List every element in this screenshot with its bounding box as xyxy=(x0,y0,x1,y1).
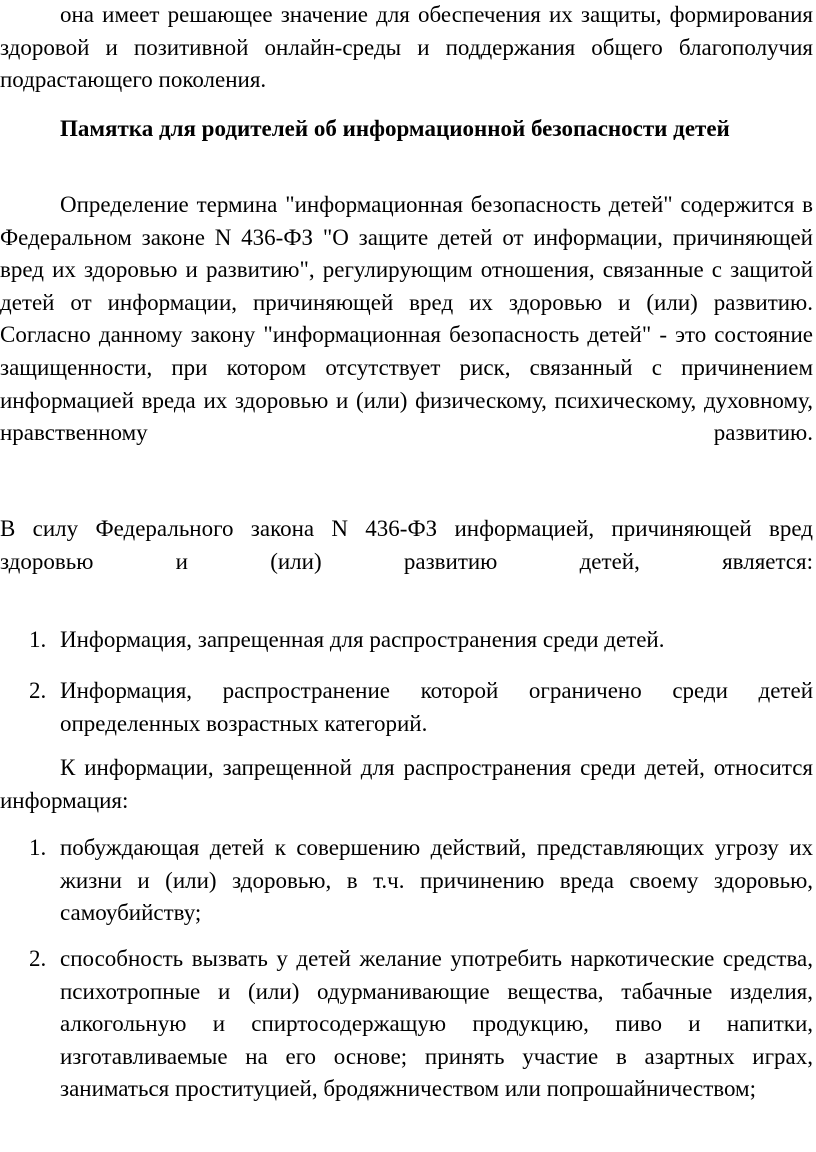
intro-continuation-paragraph: она имеет решающее значение для обеспечения их защиты, формирования здоровой и позитивной онлайн-среды и поддержания общего благополучия подрастающего поколения. xyxy=(0,2,813,93)
list-item-text: Информация, запрещенная для распространения среди детей. xyxy=(60,627,665,652)
memo-heading: Памятка для родителей об информационной безопасности детей xyxy=(60,116,730,141)
harm-paragraph: В силу Федерального закона N 436-ФЗ информацией, причиняющей вред здоровью и (или) развитию детей, является: xyxy=(0,516,813,574)
list-item-number: 1. xyxy=(29,627,47,652)
list-item-text: Информация, распространение которой ограничено среди детей определенных возрастных категорий. xyxy=(60,678,813,736)
list-item-number: 1. xyxy=(29,835,47,860)
prohibited-paragraph: К информации, запрещенной для распространения среди детей, относится информация: xyxy=(0,755,813,813)
list-item-number: 2. xyxy=(29,678,47,703)
definition-paragraph: Определение термина "информационная безопасность детей" содержится в Федеральном законе N 436-ФЗ "О защите детей от информации, причиняющей вред их здоровью и развитию", регулирующим отношения, связанные с защитой детей от информации, причиняющей вред их здоровью и (или) развитию. Согласно данному закону "информационная безопасность детей" - это состояние защищенности, при котором отсутствует риск, связанный с причинением информацией вреда их здоровью и (или) физическому, психическому, духовному, нравственному развитию. xyxy=(0,192,813,446)
list-item-text: способность вызвать у детей желание употребить наркотические средства, психотропные и (или) одурманивающие вещества, табачные изделия, алкогольную и спиртосодержащую продукцию, пиво и напитки, изготавливаемые на его основе; принять участие в азартных играх, заниматься проституцией, бродяжничеством или попрошайничеством; xyxy=(60,946,813,1102)
list-item-number: 2. xyxy=(29,946,47,971)
list-item-text: побуждающая детей к совершению действий, представляющих угрозу их жизни и (или) здоровью, в т.ч. причинению вреда своему здоровью, самоубийству; xyxy=(60,835,813,926)
